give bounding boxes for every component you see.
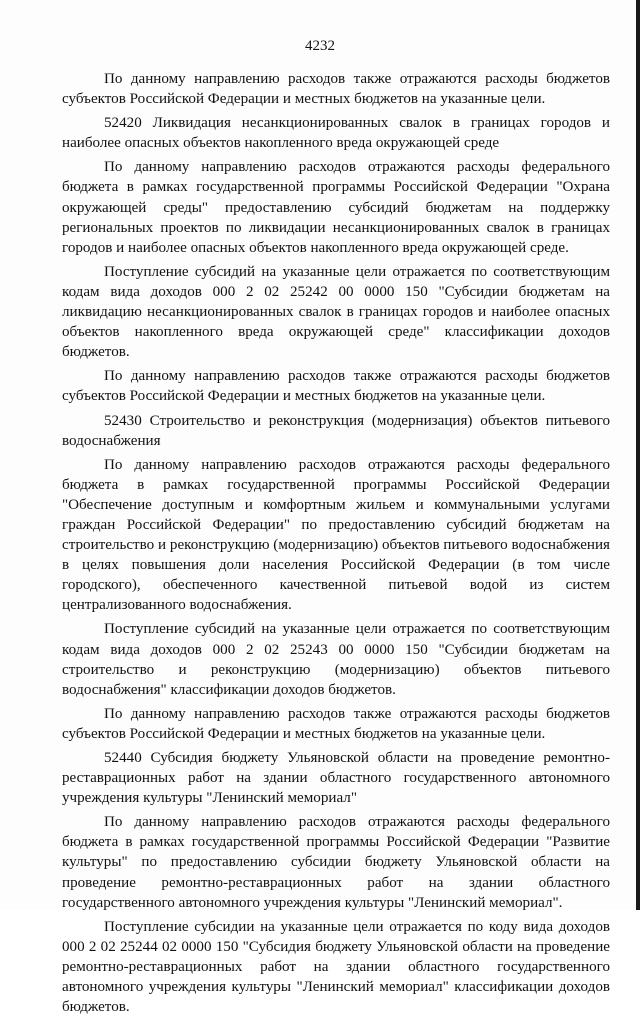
page-number: 4232 — [305, 38, 335, 54]
paragraph-4: Поступление субсидий на указанные цели отражается по соответствующим кодам вида доходов 000 2 02 25242 00 0000 150 "Субсидии бюджетам на ликвидацию несанкционированных свалок в границах городов и наиболее опасных объектов накопленного вреда окружающей среде" классификации доходов бюджетов. — [62, 263, 610, 361]
paragraph-3: По данному направлению расходов отражаются расходы федерального бюджета в рамках государственной программы Российской Федерации "Охрана окружающей среды" предоставлению субсидий бюджетам на поддержку региональных проектов по ликвидации несанкционированных свалок в границах городов и наиболее опасных объектов накопленного вреда окружающей среде. — [62, 159, 610, 256]
paragraph-12: Поступление субсидии на указанные цели отражается по коду вида доходов 000 2 02 25244 02 0000 150 "Субсидия бюджету Ульяновской области на проведение ремонтно-реставрационных работ на здании областного государственного автономного учреждения культуры "Ленинский мемориал" классификации доходов бюджетов. — [62, 918, 610, 1016]
scan-edge — [636, 0, 640, 910]
paragraph-2-heading-52420: 52420 Ликвидация несанкционированных свалок в границах городов и наиболее опасных объектов накопленного вреда окружающей среде — [62, 115, 610, 152]
paragraph-9: По данному направлению расходов также отражаются расходы бюджетов субъектов Российской Федерации и местных бюджетов на указанные цели. — [62, 705, 610, 742]
paragraph-6-heading-52430: 52430 Строительство и реконструкция (модернизация) объектов питьевого водоснабжения — [62, 412, 610, 449]
paragraph-1: По данному направлению расходов также отражаются расходы бюджетов субъектов Российской Федерации и местных бюджетов на указанные цели. — [62, 71, 610, 108]
paragraph-10-heading-52440: 52440 Субсидия бюджету Ульяновской области на проведение ремонтно-реставрационных работ на здании областного государственного автономного учреждения культуры "Ленинский мемориал" — [62, 750, 610, 807]
paragraph-11: По данному направлению расходов отражаются расходы федерального бюджета в рамках государственной программы Российской Федерации "Развитие культуры" по предоставлению субсидии бюджету Ульяновской области на проведение ремонтно-реставрационных работ на здании областного государственного автономного учреждения культуры "Ленинский мемориал". — [62, 814, 610, 911]
paragraph-7: По данному направлению расходов отражаются расходы федерального бюджета в рамках государственной программы Российской Федерации "Обеспечение доступным и комфортным жильем и коммунальными услугами граждан Российской Федерации" по предоставлению субсидий бюджетам на строительство и реконструкцию (модернизацию) объектов питьевого водоснабжения в целях повышения доли населения Российской Федерации (в том числе городского), обеспеченного качественной питьевой водой из систем централизованного водоснабжения. — [62, 456, 610, 614]
document-body — [62, 69, 610, 1017]
paragraph-8: Поступление субсидий на указанные цели отражается по соответствующим кодам вида доходов 000 2 02 25243 00 0000 150 "Субсидии бюджетам на строительство и реконструкцию (модернизацию) объектов питьевого водоснабжения" классификации доходов бюджетов. — [62, 621, 610, 698]
paragraph-5: По данному направлению расходов также отражаются расходы бюджетов субъектов Российской Федерации и местных бюджетов на указанные цели. — [62, 368, 610, 405]
